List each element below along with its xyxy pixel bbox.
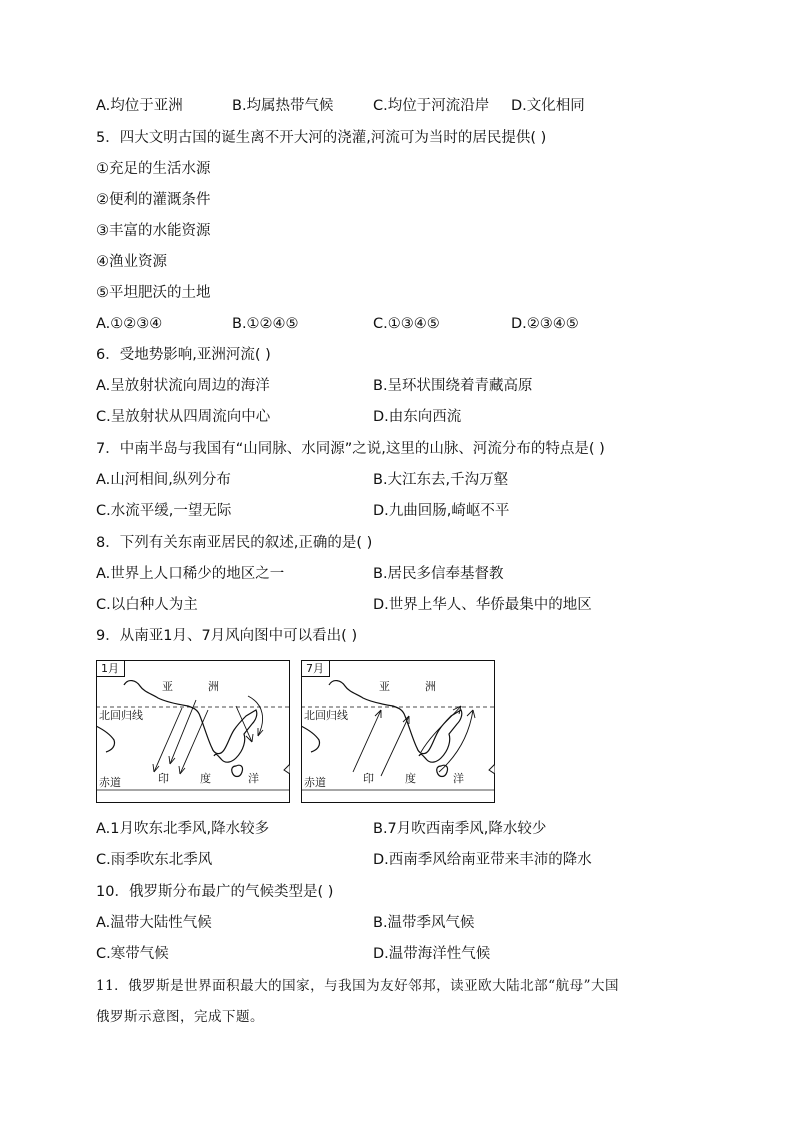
q9-option-c: C.雨季吹东北季风 xyxy=(96,852,213,868)
q6-option-c: C.呈放射状从四周流向中心 xyxy=(96,409,271,425)
q9-option-a: A.1月吹东北季风,降水较多 xyxy=(96,821,270,837)
q7-option-c: C.水流平缓,一望无际 xyxy=(96,503,232,519)
q9-option-d: D.西南季风给南亚带来丰沛的降水 xyxy=(373,852,592,868)
q10-option-a: A.温带大陆性气候 xyxy=(96,915,212,931)
jan-label-ocean-1: 印 xyxy=(158,772,169,785)
jan-month-label: 1月 xyxy=(101,662,119,675)
q4-option-c: C.均位于河流沿岸 xyxy=(373,98,490,114)
jan-label-continent-1: 亚 xyxy=(162,680,173,693)
q5-option-b: B.①②④⑤ xyxy=(232,316,299,332)
q8-option-b: B.居民多信奉基督教 xyxy=(373,566,504,582)
jul-label-ocean-2: 度 xyxy=(405,772,416,785)
jan-label-tropic: 北回归线 xyxy=(99,709,143,722)
q5-stem: 5．四大文明古国的诞生离不开大河的浇灌,河流可为当时的居民提供( ) xyxy=(96,130,547,146)
q5-option-a: A.①②③④ xyxy=(96,316,163,332)
q6-stem: 6．受地势影响,亚洲河流( ) xyxy=(96,347,271,363)
jul-month-label: 7月 xyxy=(306,662,324,675)
jan-label-continent-2: 洲 xyxy=(208,680,219,693)
south-asia-july-wind-map xyxy=(301,660,495,803)
q11-stem-line-1: 11．俄罗斯是世界面积最大的国家，与我国为友好邻邦，读亚欧大陆北部“航母”大国 xyxy=(96,978,619,994)
q5-item-3: ③丰富的水能资源 xyxy=(96,223,211,239)
q10-option-d: D.温带海洋性气候 xyxy=(373,946,491,962)
q8-option-d: D.世界上华人、华侨最集中的地区 xyxy=(373,597,592,613)
q5-item-1: ①充足的生活水源 xyxy=(96,161,211,177)
q5-item-5: ⑤平坦肥沃的土地 xyxy=(96,285,211,301)
q6-option-d: D.由东向西流 xyxy=(373,409,462,425)
q6-option-a: A.呈放射状流向周边的海洋 xyxy=(96,378,270,394)
jul-label-tropic: 北回归线 xyxy=(304,709,348,722)
q4-option-b: B.均属热带气候 xyxy=(232,98,334,114)
jul-label-ocean-1: 印 xyxy=(363,772,374,785)
jul-label-continent-2: 洲 xyxy=(425,680,436,693)
q5-option-c: C.①③④⑤ xyxy=(373,316,440,332)
q7-option-b: B.大江东去,千沟万壑 xyxy=(373,472,509,488)
q5-item-2: ②便利的灌溉条件 xyxy=(96,192,211,208)
jul-label-ocean-3: 洋 xyxy=(453,772,464,785)
q4-option-a: A.均位于亚洲 xyxy=(96,98,183,114)
q10-option-b: B.温带季风气候 xyxy=(373,915,475,931)
q8-stem: 8．下列有关东南亚居民的叙述,正确的是( ) xyxy=(96,535,373,551)
q7-stem: 7．中南半岛与我国有“山同脉、水同源”之说,这里的山脉、河流分布的特点是( ) xyxy=(96,441,605,457)
q8-option-a: A.世界上人口稀少的地区之一 xyxy=(96,566,285,582)
jan-label-equator: 赤道 xyxy=(99,776,121,789)
q10-option-c: C.寒带气候 xyxy=(96,946,169,962)
south-asia-january-wind-map xyxy=(96,660,290,803)
jul-label-continent-1: 亚 xyxy=(379,680,390,693)
jan-label-ocean-2: 度 xyxy=(200,772,211,785)
q6-option-b: B.呈环状围绕着青藏高原 xyxy=(373,378,533,394)
q7-option-d: D.九曲回肠,崎岖不平 xyxy=(373,503,510,519)
q5-option-d: D.②③④⑤ xyxy=(511,316,579,332)
q9-option-b: B.7月吹西南季风,降水较少 xyxy=(373,821,547,837)
q10-stem: 10．俄罗斯分布最广的气候类型是( ) xyxy=(96,884,334,900)
q11-stem-line-2: 俄罗斯示意图，完成下题。 xyxy=(96,1009,264,1025)
q7-option-a: A.山河相间,纵列分布 xyxy=(96,472,231,488)
q5-item-4: ④渔业资源 xyxy=(96,254,167,270)
jul-label-equator: 赤道 xyxy=(304,776,326,789)
q4-option-d: D.文化相同 xyxy=(511,98,585,114)
q9-stem: 9．从南亚1月、7月风向图中可以看出( ) xyxy=(96,628,358,644)
jan-label-ocean-3: 洋 xyxy=(248,772,259,785)
q8-option-c: C.以白种人为主 xyxy=(96,597,198,613)
